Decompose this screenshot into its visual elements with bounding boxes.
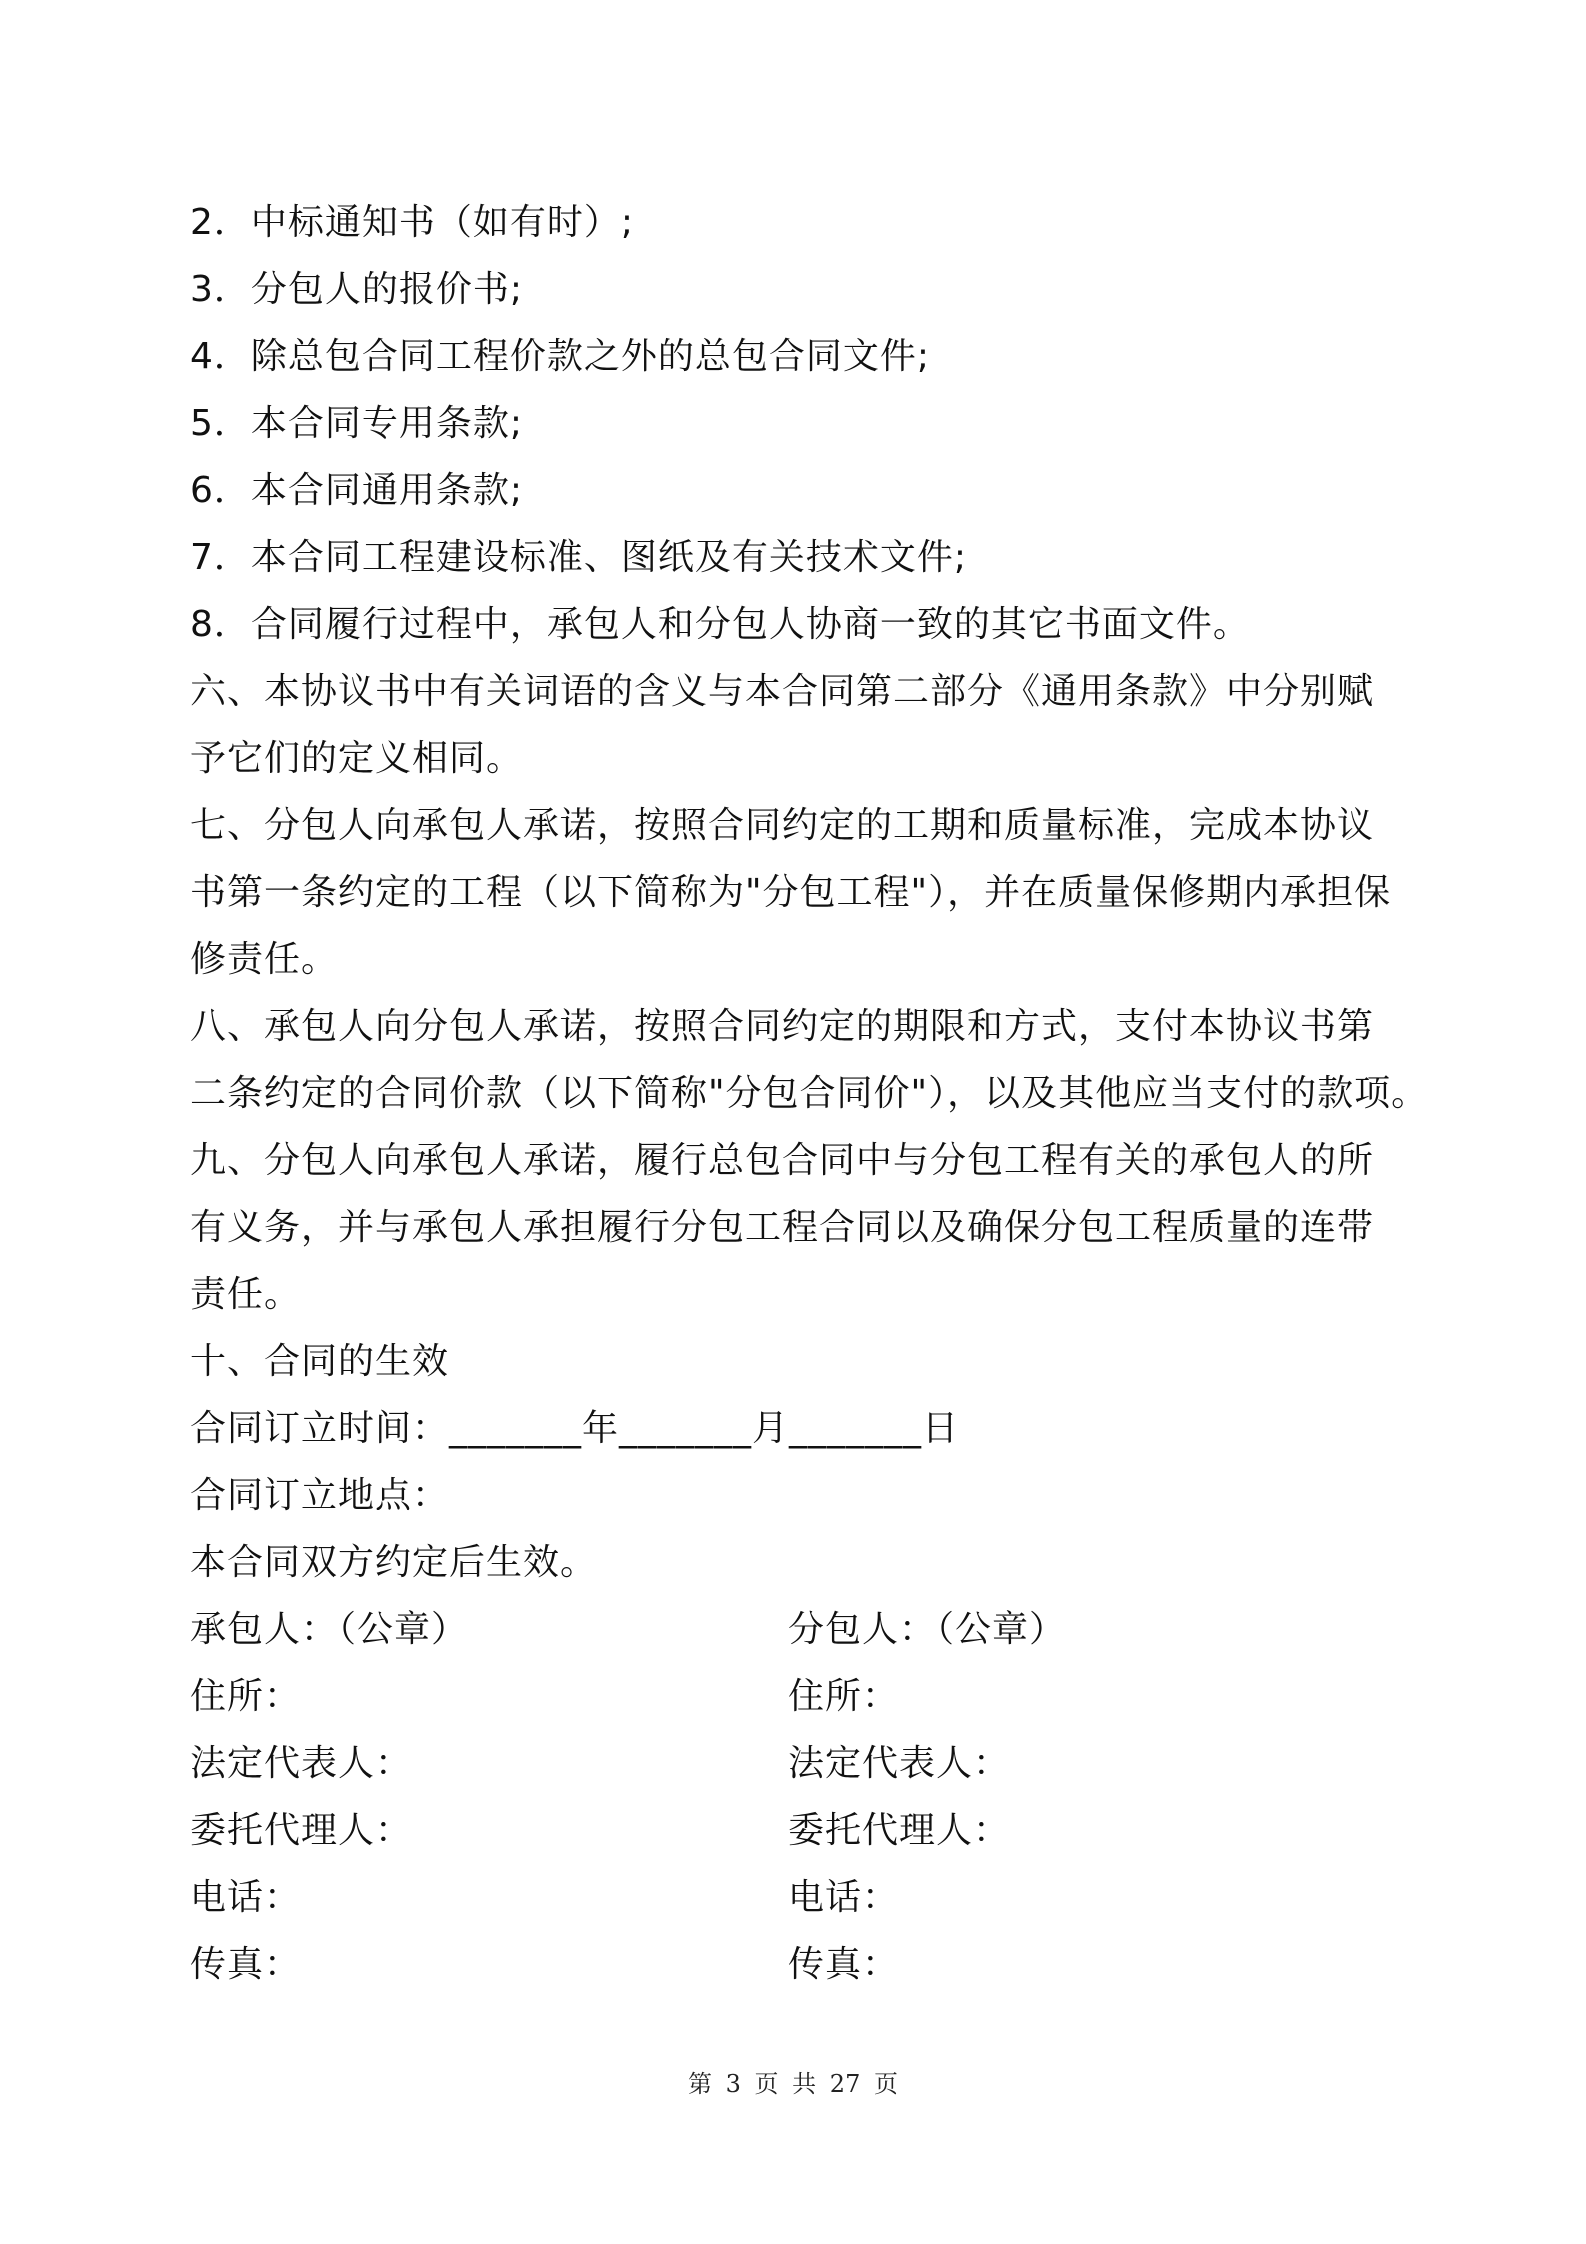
text-line-17: 责任。 (190, 1274, 302, 1315)
text-line-12: 修责任。 (190, 939, 339, 980)
text-line-6: 7．本合同工程建设标准、图纸及有关技术文件; (190, 537, 968, 578)
text-line-20: 合同订立地点： (190, 1475, 450, 1516)
text-line-21: 本合同双方约定后生效。 (190, 1542, 598, 1583)
contractor-phone-label: 电话： (190, 1877, 302, 1918)
text-line-5: 6．本合同通用条款; (190, 470, 524, 511)
text-line-9: 予它们的定义相同。 (190, 738, 524, 779)
text-line-2: 3．分包人的报价书; (190, 269, 524, 310)
text-line-4: 5．本合同专用条款; (190, 403, 524, 444)
page-footer: 第 3 页 共 27 页 (688, 2070, 898, 2098)
subcontractor-agent-label: 委托代理人： (788, 1810, 1011, 1851)
contractor-address-label: 住所： (190, 1676, 302, 1717)
text-line-10: 七、分包人向承包人承诺，按照合同约定的工期和质量标准，完成本协议 (190, 805, 1375, 846)
text-line-11: 书第一条约定的工程（以下简称为"分包工程"），并在质量保修期内承担保 (190, 872, 1392, 913)
contractor-agent-label: 委托代理人： (190, 1810, 413, 1851)
text-line-7: 8．合同履行过程中，承包人和分包人协商一致的其它书面文件。 (190, 604, 1250, 645)
text-line-3: 4．除总包合同工程价款之外的总包合同文件; (190, 336, 931, 377)
text-line-16: 有义务，并与承包人承担履行分包工程合同以及确保分包工程质量的连带 (190, 1207, 1375, 1248)
subcontractor-seal-label: 分包人：（公章） (788, 1609, 1067, 1650)
text-line-8: 六、本协议书中有关词语的含义与本合同第二部分《通用条款》中分别赋 (190, 671, 1375, 712)
text-line-1: 2．中标通知书（如有时）; (190, 202, 635, 243)
subcontractor-legal-rep-label: 法定代表人： (788, 1743, 1011, 1784)
contractor-fax-label: 传真： (190, 1944, 302, 1985)
text-line-15: 九、分包人向承包人承诺，履行总包合同中与分包工程有关的承包人的所 (190, 1140, 1375, 1181)
text-line-13: 八、承包人向分包人承诺，按照合同约定的期限和方式，支付本协议书第 (190, 1006, 1375, 1047)
subcontractor-address-label: 住所： (788, 1676, 900, 1717)
text-line-14: 二条约定的合同价款（以下简称"分包合同价"），以及其他应当支付的款项。 (190, 1073, 1429, 1114)
subcontractor-fax-label: 传真： (788, 1944, 900, 1985)
contractor-seal-label: 承包人：（公章） (190, 1609, 469, 1650)
subcontractor-phone-label: 电话： (788, 1877, 900, 1918)
text-line-18: 十、合同的生效 (190, 1341, 450, 1382)
text-line-19: 合同订立时间：_______年_______月_______日 (190, 1408, 960, 1449)
contractor-legal-rep-label: 法定代表人： (190, 1743, 413, 1784)
